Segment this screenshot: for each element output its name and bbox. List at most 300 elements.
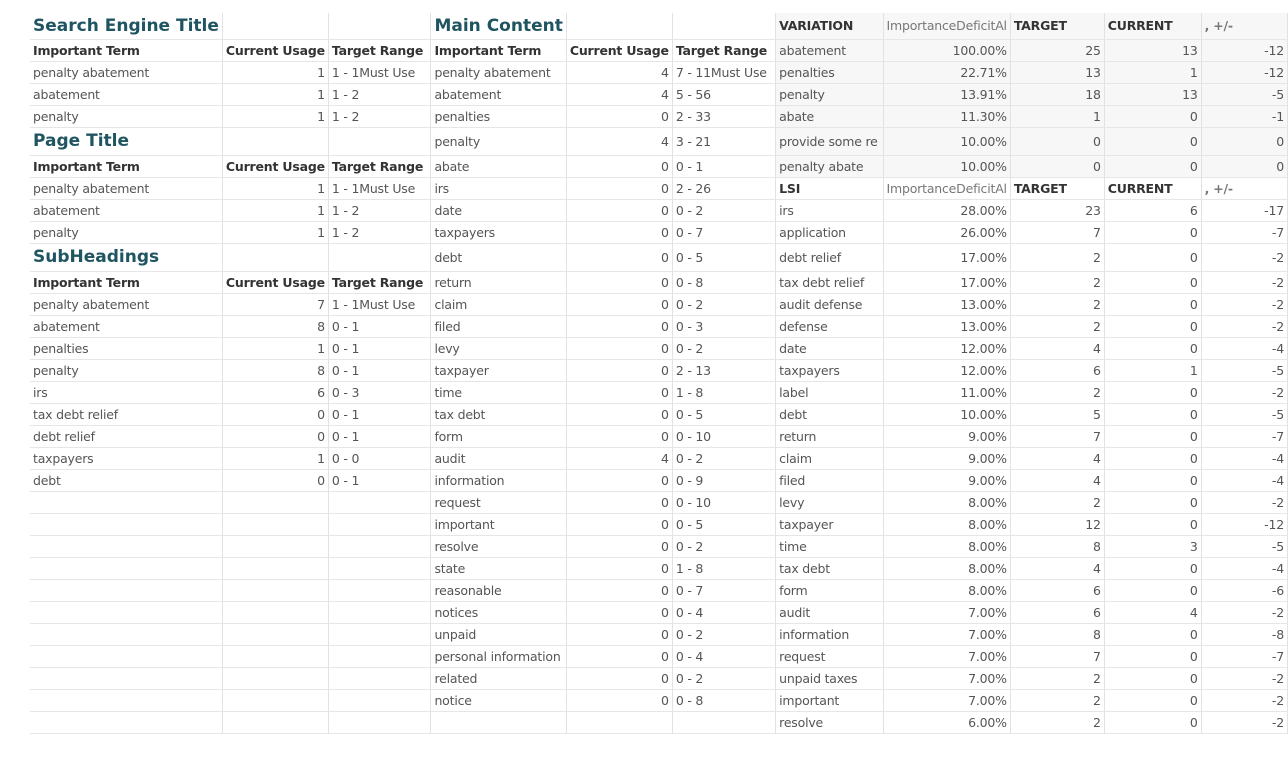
main-content-row-cell[interactable]: time xyxy=(431,382,566,404)
main-content-row-cell[interactable]: 0 xyxy=(566,580,672,602)
page-title-row-cell[interactable]: penalty xyxy=(30,222,222,244)
page-title-row-cell[interactable]: 1 - 2 xyxy=(328,222,431,244)
main-content-row-cell[interactable]: 0 - 10 xyxy=(672,426,775,448)
subheadings-row-cell[interactable]: 0 - 3 xyxy=(328,382,431,404)
lsi-row-cell[interactable]: 13.00% xyxy=(883,294,1010,316)
lsi-row-cell[interactable]: filed xyxy=(776,470,883,492)
search-engine-title-column-header[interactable]: Important Term xyxy=(30,40,222,62)
main-content-row-cell[interactable]: 0 xyxy=(566,244,672,272)
lsi-row-cell[interactable]: 17.00% xyxy=(883,272,1010,294)
subheadings-row-cell[interactable]: debt xyxy=(30,470,222,492)
main-content-row-cell[interactable]: resolve xyxy=(431,536,566,558)
subheadings-row-cell[interactable]: 1 xyxy=(222,448,328,470)
variation-row-cell[interactable]: penalty xyxy=(776,84,883,106)
main-content-row-cell[interactable]: 0 xyxy=(566,536,672,558)
main-content-row-cell[interactable]: tax debt xyxy=(431,404,566,426)
page-title-column-header[interactable]: Important Term xyxy=(30,156,222,178)
lsi-row-cell[interactable]: 8.00% xyxy=(883,514,1010,536)
lsi-row-cell[interactable]: 10.00% xyxy=(883,404,1010,426)
main-content-column-header[interactable]: Target Range xyxy=(672,40,775,62)
main-content-row-cell[interactable]: notices xyxy=(431,602,566,624)
main-content-row-cell[interactable]: 0 - 5 xyxy=(672,514,775,536)
subheadings-row-cell[interactable]: 0 xyxy=(222,426,328,448)
lsi-row-cell[interactable]: important xyxy=(776,690,883,712)
empty-cell[interactable] xyxy=(30,558,222,580)
subheadings-row-cell[interactable]: 0 - 1 xyxy=(328,426,431,448)
lsi-row-cell[interactable]: resolve xyxy=(776,712,883,734)
search-engine-title-row-cell[interactable]: abatement xyxy=(30,84,222,106)
lsi-row-cell[interactable]: 0 xyxy=(1104,514,1201,536)
lsi-row-cell[interactable]: -2 xyxy=(1201,712,1287,734)
lsi-row-cell[interactable]: -8 xyxy=(1201,624,1287,646)
search-engine-title-row-cell[interactable]: penalty xyxy=(30,106,222,128)
main-content-row-cell[interactable]: 0 xyxy=(566,316,672,338)
lsi-row-cell[interactable]: -2 xyxy=(1201,492,1287,514)
main-content-row-cell[interactable]: 0 xyxy=(566,690,672,712)
lsi-row-cell[interactable]: -5 xyxy=(1201,404,1287,426)
lsi-row-cell[interactable]: 7 xyxy=(1010,646,1104,668)
lsi-row-cell[interactable]: 0 xyxy=(1104,338,1201,360)
main-content-row-cell[interactable]: 0 xyxy=(566,178,672,200)
lsi-row-cell[interactable]: 7.00% xyxy=(883,624,1010,646)
subheadings-row-cell[interactable]: 0 xyxy=(222,470,328,492)
main-content-row-cell[interactable]: 0 - 7 xyxy=(672,222,775,244)
empty-cell[interactable] xyxy=(328,13,431,40)
lsi-row-cell[interactable]: 2 xyxy=(1010,272,1104,294)
main-content-row-cell[interactable]: 4 xyxy=(566,128,672,156)
empty-cell[interactable] xyxy=(222,690,328,712)
lsi-row-cell[interactable]: -7 xyxy=(1201,222,1287,244)
subheadings-column-header[interactable]: Current Usage xyxy=(222,272,328,294)
main-content-row-cell[interactable]: 0 xyxy=(566,426,672,448)
lsi-row-cell[interactable]: 7.00% xyxy=(883,690,1010,712)
lsi-row-cell[interactable]: 7.00% xyxy=(883,646,1010,668)
variation-row-cell[interactable]: 1 xyxy=(1104,62,1201,84)
main-content-row-cell[interactable]: 0 - 2 xyxy=(672,624,775,646)
lsi-row-cell[interactable]: 2 xyxy=(1010,712,1104,734)
lsi-row-cell[interactable]: 2 xyxy=(1010,316,1104,338)
lsi-row-cell[interactable]: 1 xyxy=(1104,360,1201,382)
main-content-row-cell[interactable]: 4 xyxy=(566,448,672,470)
lsi-row-cell[interactable]: -7 xyxy=(1201,646,1287,668)
main-content-row-cell[interactable]: abate xyxy=(431,156,566,178)
lsi-row-cell[interactable]: -2 xyxy=(1201,602,1287,624)
empty-cell[interactable] xyxy=(328,624,431,646)
lsi-row-cell[interactable]: 2 xyxy=(1010,294,1104,316)
variation-row-cell[interactable]: 13 xyxy=(1010,62,1104,84)
lsi-row-cell[interactable]: 13.00% xyxy=(883,316,1010,338)
main-content-row-cell[interactable]: unpaid xyxy=(431,624,566,646)
lsi-row-cell[interactable]: -4 xyxy=(1201,448,1287,470)
main-content-row-cell[interactable]: 0 xyxy=(566,668,672,690)
main-content-column-header[interactable]: Current Usage xyxy=(566,40,672,62)
variation-row-cell[interactable]: 0 xyxy=(1104,128,1201,156)
lsi-row-cell[interactable]: 0 xyxy=(1104,712,1201,734)
lsi-row-cell[interactable]: 6 xyxy=(1010,602,1104,624)
empty-cell[interactable] xyxy=(328,602,431,624)
main-content-row-cell[interactable]: important xyxy=(431,514,566,536)
lsi-row-cell[interactable]: debt xyxy=(776,404,883,426)
main-content-row-cell[interactable]: 0 - 5 xyxy=(672,404,775,426)
variation-row-cell[interactable]: -5 xyxy=(1201,84,1287,106)
lsi-row-cell[interactable]: 0 xyxy=(1104,668,1201,690)
subheadings-row-cell[interactable]: 0 - 0 xyxy=(328,448,431,470)
variation-row-cell[interactable]: 25 xyxy=(1010,40,1104,62)
lsi-column-header[interactable]: ImportanceDeficitAl xyxy=(883,178,1010,200)
subheadings-row-cell[interactable]: 8 xyxy=(222,360,328,382)
lsi-row-cell[interactable]: 6 xyxy=(1010,360,1104,382)
lsi-row-cell[interactable]: date xyxy=(776,338,883,360)
lsi-row-cell[interactable]: 9.00% xyxy=(883,448,1010,470)
empty-cell[interactable] xyxy=(431,712,566,734)
main-content-row-cell[interactable]: 1 - 8 xyxy=(672,382,775,404)
lsi-row-cell[interactable]: debt relief xyxy=(776,244,883,272)
page-title-row-cell[interactable]: penalty abatement xyxy=(30,178,222,200)
lsi-row-cell[interactable]: 28.00% xyxy=(883,200,1010,222)
variation-row-cell[interactable]: 0 xyxy=(1201,128,1287,156)
main-content-row-cell[interactable]: 0 xyxy=(566,294,672,316)
main-content-row-cell[interactable]: penalty abatement xyxy=(431,62,566,84)
lsi-row-cell[interactable]: 0 xyxy=(1104,558,1201,580)
variation-row-cell[interactable]: 0 xyxy=(1010,128,1104,156)
subheadings-row-cell[interactable]: 0 - 1 xyxy=(328,316,431,338)
lsi-row-cell[interactable]: 4 xyxy=(1010,338,1104,360)
main-content-row-cell[interactable]: 0 xyxy=(566,338,672,360)
lsi-row-cell[interactable]: unpaid taxes xyxy=(776,668,883,690)
main-content-row-cell[interactable]: 3 - 21 xyxy=(672,128,775,156)
lsi-row-cell[interactable]: 0 xyxy=(1104,222,1201,244)
lsi-row-cell[interactable]: 17.00% xyxy=(883,244,1010,272)
empty-cell[interactable] xyxy=(328,646,431,668)
empty-cell[interactable] xyxy=(222,646,328,668)
empty-cell[interactable] xyxy=(328,712,431,734)
variation-row-cell[interactable]: 11.30% xyxy=(883,106,1010,128)
main-content-row-cell[interactable]: form xyxy=(431,426,566,448)
main-content-row-cell[interactable]: reasonable xyxy=(431,580,566,602)
variation-column-header[interactable]: VARIATION xyxy=(776,13,883,40)
lsi-row-cell[interactable]: -4 xyxy=(1201,558,1287,580)
search-engine-title-row-cell[interactable]: 1 - 1Must Use xyxy=(328,62,431,84)
lsi-row-cell[interactable]: time xyxy=(776,536,883,558)
lsi-row-cell[interactable]: 2 xyxy=(1010,382,1104,404)
empty-cell[interactable] xyxy=(222,128,328,156)
empty-cell[interactable] xyxy=(328,128,431,156)
page-title-row-cell[interactable]: 1 - 1Must Use xyxy=(328,178,431,200)
main-content-row-cell[interactable]: 0 - 4 xyxy=(672,646,775,668)
variation-row-cell[interactable]: 22.71% xyxy=(883,62,1010,84)
variation-row-cell[interactable]: 13 xyxy=(1104,40,1201,62)
variation-column-header[interactable]: ImportanceDeficitAl xyxy=(883,13,1010,40)
main-content-row-cell[interactable]: 0 - 2 xyxy=(672,294,775,316)
variation-row-cell[interactable]: abate xyxy=(776,106,883,128)
empty-cell[interactable] xyxy=(328,244,431,272)
empty-cell[interactable] xyxy=(222,602,328,624)
lsi-row-cell[interactable]: 0 xyxy=(1104,448,1201,470)
empty-cell[interactable] xyxy=(30,492,222,514)
main-content-row-cell[interactable]: 0 - 2 xyxy=(672,536,775,558)
lsi-row-cell[interactable]: 6.00% xyxy=(883,712,1010,734)
lsi-row-cell[interactable]: 7.00% xyxy=(883,668,1010,690)
lsi-row-cell[interactable]: 23 xyxy=(1010,200,1104,222)
lsi-row-cell[interactable]: 8 xyxy=(1010,624,1104,646)
empty-cell[interactable] xyxy=(222,624,328,646)
lsi-row-cell[interactable]: 0 xyxy=(1104,294,1201,316)
empty-cell[interactable] xyxy=(222,244,328,272)
variation-row-cell[interactable]: 1 xyxy=(1010,106,1104,128)
lsi-row-cell[interactable]: 12 xyxy=(1010,514,1104,536)
main-content-row-cell[interactable]: 0 - 10 xyxy=(672,492,775,514)
variation-row-cell[interactable]: 18 xyxy=(1010,84,1104,106)
main-content-row-cell[interactable]: 2 - 33 xyxy=(672,106,775,128)
page-title-row-cell[interactable]: 1 - 2 xyxy=(328,200,431,222)
variation-row-cell[interactable]: 13.91% xyxy=(883,84,1010,106)
lsi-row-cell[interactable]: 0 xyxy=(1104,316,1201,338)
variation-column-header[interactable]: , +/- xyxy=(1201,13,1287,40)
lsi-row-cell[interactable]: -17 xyxy=(1201,200,1287,222)
empty-cell[interactable] xyxy=(328,514,431,536)
main-content-row-cell[interactable]: 0 - 9 xyxy=(672,470,775,492)
lsi-row-cell[interactable]: 2 xyxy=(1010,668,1104,690)
lsi-row-cell[interactable]: 0 xyxy=(1104,624,1201,646)
subheadings-row-cell[interactable]: 0 xyxy=(222,404,328,426)
variation-row-cell[interactable]: 0 xyxy=(1201,156,1287,178)
main-content-row-cell[interactable]: 4 xyxy=(566,84,672,106)
lsi-row-cell[interactable]: 26.00% xyxy=(883,222,1010,244)
lsi-row-cell[interactable]: 6 xyxy=(1010,580,1104,602)
lsi-row-cell[interactable]: 0 xyxy=(1104,646,1201,668)
search-engine-title-row-cell[interactable]: 1 - 2 xyxy=(328,84,431,106)
empty-cell[interactable] xyxy=(328,690,431,712)
lsi-row-cell[interactable]: form xyxy=(776,580,883,602)
main-content-row-cell[interactable]: claim xyxy=(431,294,566,316)
lsi-column-header[interactable]: CURRENT xyxy=(1104,178,1201,200)
lsi-row-cell[interactable]: 8.00% xyxy=(883,536,1010,558)
lsi-row-cell[interactable]: irs xyxy=(776,200,883,222)
empty-cell[interactable] xyxy=(566,712,672,734)
variation-row-cell[interactable]: 0 xyxy=(1104,156,1201,178)
lsi-row-cell[interactable]: -2 xyxy=(1201,244,1287,272)
page-title-row-cell[interactable]: 1 xyxy=(222,178,328,200)
empty-cell[interactable] xyxy=(222,668,328,690)
subheadings-row-cell[interactable]: penalty abatement xyxy=(30,294,222,316)
search-engine-title-column-header[interactable]: Target Range xyxy=(328,40,431,62)
empty-cell[interactable] xyxy=(30,536,222,558)
variation-row-cell[interactable]: 10.00% xyxy=(883,156,1010,178)
lsi-row-cell[interactable]: audit xyxy=(776,602,883,624)
main-content-row-cell[interactable]: penalties xyxy=(431,106,566,128)
lsi-row-cell[interactable]: 0 xyxy=(1104,580,1201,602)
main-content-row-cell[interactable]: 0 xyxy=(566,272,672,294)
lsi-row-cell[interactable]: 4 xyxy=(1010,470,1104,492)
lsi-row-cell[interactable]: 0 xyxy=(1104,470,1201,492)
page-title-title[interactable]: Page Title xyxy=(30,128,222,156)
page-title-column-header[interactable]: Current Usage xyxy=(222,156,328,178)
main-content-row-cell[interactable]: date xyxy=(431,200,566,222)
subheadings-row-cell[interactable]: irs xyxy=(30,382,222,404)
lsi-row-cell[interactable]: -7 xyxy=(1201,426,1287,448)
subheadings-row-cell[interactable]: 7 xyxy=(222,294,328,316)
lsi-row-cell[interactable]: 3 xyxy=(1104,536,1201,558)
lsi-row-cell[interactable]: 0 xyxy=(1104,426,1201,448)
empty-cell[interactable] xyxy=(672,13,775,40)
main-content-row-cell[interactable]: 0 - 7 xyxy=(672,580,775,602)
main-content-row-cell[interactable]: 0 - 8 xyxy=(672,272,775,294)
lsi-row-cell[interactable]: -2 xyxy=(1201,294,1287,316)
subheadings-row-cell[interactable]: 0 - 1 xyxy=(328,470,431,492)
search-engine-title-row-cell[interactable]: penalty abatement xyxy=(30,62,222,84)
lsi-row-cell[interactable]: return xyxy=(776,426,883,448)
variation-row-cell[interactable]: penalties xyxy=(776,62,883,84)
main-content-row-cell[interactable]: taxpayers xyxy=(431,222,566,244)
lsi-row-cell[interactable]: information xyxy=(776,624,883,646)
subheadings-row-cell[interactable]: penalties xyxy=(30,338,222,360)
lsi-row-cell[interactable]: 4 xyxy=(1010,558,1104,580)
main-content-row-cell[interactable]: 0 xyxy=(566,382,672,404)
empty-cell[interactable] xyxy=(222,558,328,580)
lsi-row-cell[interactable]: -5 xyxy=(1201,536,1287,558)
main-content-row-cell[interactable]: 7 - 11Must Use xyxy=(672,62,775,84)
lsi-row-cell[interactable]: 0 xyxy=(1104,244,1201,272)
variation-row-cell[interactable]: abatement xyxy=(776,40,883,62)
main-content-row-cell[interactable]: 0 - 2 xyxy=(672,448,775,470)
subheadings-row-cell[interactable]: 1 xyxy=(222,338,328,360)
main-content-row-cell[interactable]: 0 xyxy=(566,470,672,492)
empty-cell[interactable] xyxy=(222,536,328,558)
empty-cell[interactable] xyxy=(30,624,222,646)
lsi-row-cell[interactable]: 8.00% xyxy=(883,580,1010,602)
lsi-row-cell[interactable]: 8.00% xyxy=(883,558,1010,580)
subheadings-row-cell[interactable]: taxpayers xyxy=(30,448,222,470)
main-content-row-cell[interactable]: 0 xyxy=(566,200,672,222)
page-title-column-header[interactable]: Target Range xyxy=(328,156,431,178)
lsi-row-cell[interactable]: -4 xyxy=(1201,338,1287,360)
main-content-row-cell[interactable]: 0 xyxy=(566,156,672,178)
lsi-row-cell[interactable]: -2 xyxy=(1201,690,1287,712)
page-title-row-cell[interactable]: 1 xyxy=(222,200,328,222)
empty-cell[interactable] xyxy=(222,580,328,602)
search-engine-title-column-header[interactable]: Current Usage xyxy=(222,40,328,62)
lsi-row-cell[interactable]: 0 xyxy=(1104,272,1201,294)
subheadings-row-cell[interactable]: 1 - 1Must Use xyxy=(328,294,431,316)
variation-row-cell[interactable]: penalty abate xyxy=(776,156,883,178)
main-content-row-cell[interactable]: 0 - 2 xyxy=(672,338,775,360)
main-content-row-cell[interactable]: return xyxy=(431,272,566,294)
lsi-row-cell[interactable]: 7 xyxy=(1010,222,1104,244)
subheadings-row-cell[interactable]: penalty xyxy=(30,360,222,382)
main-content-row-cell[interactable]: 0 xyxy=(566,360,672,382)
main-content-row-cell[interactable]: 0 - 5 xyxy=(672,244,775,272)
main-content-row-cell[interactable]: request xyxy=(431,492,566,514)
lsi-column-header[interactable]: , +/- xyxy=(1201,178,1287,200)
subheadings-row-cell[interactable]: 0 - 1 xyxy=(328,404,431,426)
lsi-row-cell[interactable]: claim xyxy=(776,448,883,470)
main-content-row-cell[interactable]: 0 - 2 xyxy=(672,668,775,690)
lsi-row-cell[interactable]: 4 xyxy=(1104,602,1201,624)
empty-cell[interactable] xyxy=(30,602,222,624)
lsi-row-cell[interactable]: 7.00% xyxy=(883,602,1010,624)
main-content-row-cell[interactable]: 0 xyxy=(566,106,672,128)
main-content-row-cell[interactable]: 0 xyxy=(566,492,672,514)
lsi-row-cell[interactable]: 7 xyxy=(1010,426,1104,448)
lsi-row-cell[interactable]: 0 xyxy=(1104,382,1201,404)
page-title-row-cell[interactable]: abatement xyxy=(30,200,222,222)
main-content-row-cell[interactable]: information xyxy=(431,470,566,492)
lsi-row-cell[interactable]: 2 xyxy=(1010,492,1104,514)
lsi-row-cell[interactable]: 12.00% xyxy=(883,360,1010,382)
subheadings-row-cell[interactable]: 6 xyxy=(222,382,328,404)
subheadings-title[interactable]: SubHeadings xyxy=(30,244,222,272)
lsi-row-cell[interactable]: 9.00% xyxy=(883,426,1010,448)
empty-cell[interactable] xyxy=(30,514,222,536)
variation-row-cell[interactable]: 10.00% xyxy=(883,128,1010,156)
empty-cell[interactable] xyxy=(328,492,431,514)
main-content-row-cell[interactable]: 2 - 26 xyxy=(672,178,775,200)
lsi-row-cell[interactable]: 0 xyxy=(1104,404,1201,426)
lsi-row-cell[interactable]: 8.00% xyxy=(883,492,1010,514)
empty-cell[interactable] xyxy=(222,13,328,40)
main-content-row-cell[interactable]: taxpayer xyxy=(431,360,566,382)
main-content-row-cell[interactable]: 2 - 13 xyxy=(672,360,775,382)
lsi-column-header[interactable]: TARGET xyxy=(1010,178,1104,200)
empty-cell[interactable] xyxy=(222,492,328,514)
main-content-title[interactable]: Main Content xyxy=(431,13,566,40)
main-content-row-cell[interactable]: 0 - 3 xyxy=(672,316,775,338)
subheadings-row-cell[interactable]: 0 - 1 xyxy=(328,338,431,360)
main-content-row-cell[interactable]: 0 - 1 xyxy=(672,156,775,178)
subheadings-row-cell[interactable]: debt relief xyxy=(30,426,222,448)
lsi-row-cell[interactable]: -2 xyxy=(1201,668,1287,690)
empty-cell[interactable] xyxy=(30,690,222,712)
main-content-column-header[interactable]: Important Term xyxy=(431,40,566,62)
variation-row-cell[interactable]: 0 xyxy=(1104,106,1201,128)
empty-cell[interactable] xyxy=(30,712,222,734)
lsi-row-cell[interactable]: -12 xyxy=(1201,514,1287,536)
search-engine-title-row-cell[interactable]: 1 xyxy=(222,106,328,128)
lsi-row-cell[interactable]: levy xyxy=(776,492,883,514)
main-content-row-cell[interactable]: 0 xyxy=(566,222,672,244)
main-content-row-cell[interactable]: 4 xyxy=(566,62,672,84)
main-content-row-cell[interactable]: 0 - 4 xyxy=(672,602,775,624)
main-content-row-cell[interactable]: 0 xyxy=(566,624,672,646)
main-content-row-cell[interactable]: 0 xyxy=(566,646,672,668)
subheadings-row-cell[interactable]: tax debt relief xyxy=(30,404,222,426)
lsi-row-cell[interactable]: 2 xyxy=(1010,690,1104,712)
lsi-row-cell[interactable]: 2 xyxy=(1010,244,1104,272)
variation-row-cell[interactable]: -12 xyxy=(1201,40,1287,62)
lsi-row-cell[interactable]: 12.00% xyxy=(883,338,1010,360)
main-content-row-cell[interactable]: state xyxy=(431,558,566,580)
main-content-row-cell[interactable]: 0 - 2 xyxy=(672,200,775,222)
empty-cell[interactable] xyxy=(222,514,328,536)
empty-cell[interactable] xyxy=(328,580,431,602)
main-content-row-cell[interactable]: 5 - 56 xyxy=(672,84,775,106)
main-content-row-cell[interactable]: abatement xyxy=(431,84,566,106)
empty-cell[interactable] xyxy=(30,646,222,668)
main-content-row-cell[interactable]: debt xyxy=(431,244,566,272)
variation-column-header[interactable]: CURRENT xyxy=(1104,13,1201,40)
search-engine-title-row-cell[interactable]: 1 - 2 xyxy=(328,106,431,128)
lsi-row-cell[interactable]: -2 xyxy=(1201,272,1287,294)
empty-cell[interactable] xyxy=(30,580,222,602)
search-engine-title-title[interactable]: Search Engine Title xyxy=(30,13,222,40)
lsi-row-cell[interactable]: -6 xyxy=(1201,580,1287,602)
lsi-row-cell[interactable]: taxpayer xyxy=(776,514,883,536)
empty-cell[interactable] xyxy=(328,536,431,558)
main-content-row-cell[interactable]: notice xyxy=(431,690,566,712)
variation-column-header[interactable]: TARGET xyxy=(1010,13,1104,40)
lsi-row-cell[interactable]: -5 xyxy=(1201,360,1287,382)
variation-row-cell[interactable]: provide some re xyxy=(776,128,883,156)
